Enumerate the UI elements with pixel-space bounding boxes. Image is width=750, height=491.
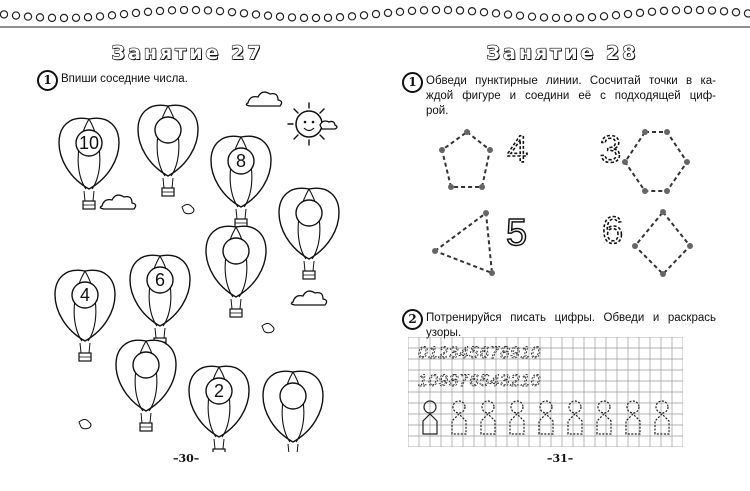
balloon: [59, 118, 119, 209]
pentagon-shape: [442, 132, 490, 187]
hexagon-shape: [625, 132, 687, 191]
balloon: [130, 255, 190, 346]
balloons-illustration: [0, 32, 375, 452]
digit-outline: 5: [506, 212, 528, 254]
balloon: [55, 270, 115, 361]
trace-row-descending: 109876543210: [418, 371, 542, 390]
bead-border: [0, 0, 750, 32]
balloon-number: 4: [79, 285, 91, 305]
task-number-1: 1: [37, 70, 58, 91]
digit-dashed: 4: [507, 129, 529, 171]
trace-pattern: [452, 401, 466, 434]
task-instruction: Впиши соседние числа.: [61, 73, 188, 85]
trace-row-ascending: 012345678910: [418, 343, 542, 362]
balloon-number: 2: [213, 381, 225, 401]
balloon: [116, 340, 176, 431]
trace-pattern: [510, 401, 524, 434]
shapes-illustration: [375, 32, 750, 332]
balloon-number: 6: [154, 270, 166, 290]
trace-pattern: [655, 401, 669, 434]
triangle-shape: [435, 213, 492, 273]
digit-dashed: 3: [600, 129, 622, 171]
task-instruction-2: Потренируйся писать цифры. Обведи и раскрась узоры.: [426, 312, 716, 339]
balloon: [138, 105, 198, 196]
writing-grid: [408, 337, 683, 447]
balloon: [189, 366, 249, 452]
task-number-1: 1: [402, 72, 423, 93]
page-number: –31–: [547, 452, 574, 465]
balloon-number: 8: [235, 151, 247, 171]
right-page: [375, 32, 750, 491]
rhombus-shape: [635, 212, 690, 274]
balloon: [211, 136, 271, 227]
page-number: –30–: [173, 452, 200, 465]
balloon: [279, 188, 339, 279]
trace-pattern: [481, 401, 495, 434]
lesson-title-27: Занятие 27: [111, 42, 264, 64]
lesson-title-28: Занятие 28: [486, 42, 639, 64]
trace-pattern: [597, 401, 611, 434]
balloon: [263, 371, 323, 452]
balloon: [206, 226, 266, 317]
digit-dashed: 6: [602, 210, 624, 252]
trace-pattern: [568, 401, 582, 434]
task-number-2: 2: [402, 309, 423, 330]
balloon-number: 10: [78, 133, 100, 153]
task-instruction-1: Обведи пунктирные линии. Сосчитай точки в ка- ждой фигуре и соедини её с подходящей циф- рой.: [426, 75, 716, 117]
left-page: [0, 32, 375, 491]
